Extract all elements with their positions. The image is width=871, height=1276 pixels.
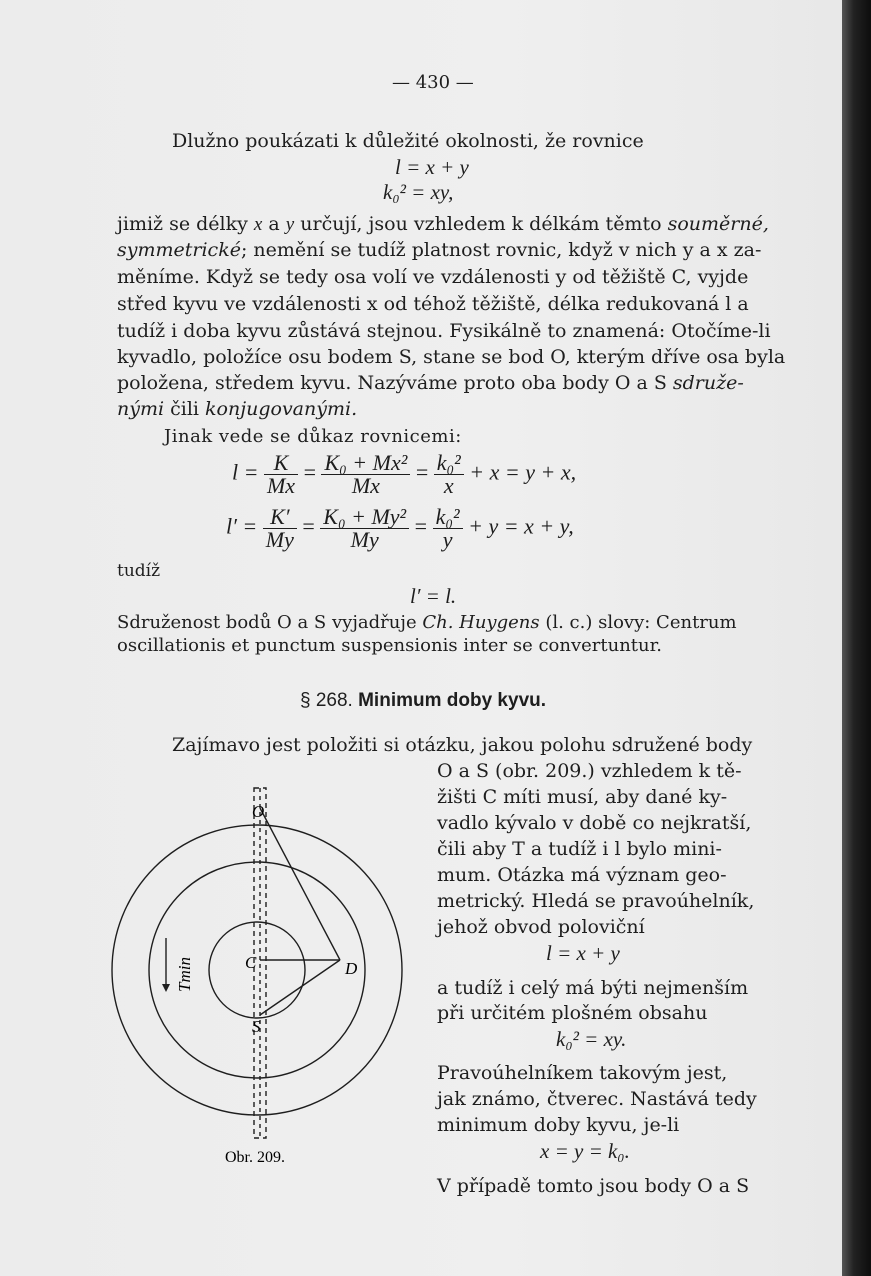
denominator: x [443,473,454,498]
numerator: K′ [263,506,297,529]
text-line: měníme. Když se tedy osa volí ve vzdálenosti y od těžiště C, vyjde [117,266,749,288]
numerator: k₀² [434,452,464,475]
text-span: Ch. Huygens [422,612,540,633]
equation: l = x + y [546,941,620,965]
text-line [117,396,357,422]
section-heading [300,690,546,712]
numerator: K₀ + My² [320,506,409,529]
formula-tail: + y = x + y, [468,513,574,539]
denominator: Mx [266,473,296,498]
text-span: položena, středem kyvu. Nazýváme proto oba body O a S [117,372,673,394]
equation: l = x + y [395,155,469,179]
denominator: y [442,527,453,552]
fraction [321,452,410,497]
label-Tmin: Tmin [175,957,194,992]
text-span: souměrné, [667,213,769,235]
label-S: S [252,1017,261,1036]
text-span: určují, jsou vzhledem k délkám těmto [294,213,668,235]
numerator: k₀² [433,506,463,529]
fraction [263,506,297,551]
text-line [117,211,769,238]
text-span: čili [164,398,206,420]
equation: x = y = k₀. [540,1139,630,1163]
text-line: metrický. Hledá se pravoúhelník, [437,890,755,912]
denominator: My [350,527,379,552]
text-line: čili aby T a tudíž i l bylo mini- [437,838,722,860]
text-line: při určitém plošném obsahu [437,1002,708,1024]
text-line: střed kyvu ve vzdálenosti x od téhož těžiště, délka redukovaná l a [117,293,749,315]
inner-circle [209,922,305,1018]
text-line: oscillationis et punctum suspensionis inter se convertuntur. [117,635,662,656]
line-S-D [260,960,340,1015]
denominator: Mx [351,473,380,498]
fraction [264,452,298,497]
text-span: symmetrické [117,239,241,261]
formula-tail: + x = y + x, [469,459,577,485]
equation: k₀² = xy. [556,1027,627,1051]
numerator: K₀ + Mx² [321,452,410,475]
text-line: minimum doby kyvu, je-li [437,1114,680,1136]
page-number: — 430 — [392,72,474,93]
section-number: § 268. [300,690,353,711]
fraction [320,506,409,551]
text-span: ; nemění se tudíž platnost rovnic, když v nich y a x za- [240,239,762,261]
formula-line-2: l′ = $\frac{K'}{My}$ = $\frac{\text{K₀ + My²}}{My}$ = $\frac{\text{k₀²}}{y}$ + y = x + y, [226,504,574,552]
formula-lhs: l = [232,459,259,485]
text-line: Zajímavo jest položiti si otázku, jakou polohu sdružené body [172,734,753,756]
section-title: Minimum doby kyvu. [358,690,547,711]
equation: k₀² = xy, [383,180,454,204]
text-span: jimiž se délky [117,213,254,235]
text-span: x [253,214,263,235]
text-line: Dlužno poukázati k důležité okolnosti, že rovnice [172,130,644,152]
text-line [117,370,744,396]
text-line: mum. Otázka má význam geo- [437,864,727,886]
numerator: K [264,452,298,475]
text-span: a [262,213,286,235]
text-line: tudíž [117,561,161,581]
text-line: tudíž i doba kyvu zůstává stejnou. Fysikálně to znamená: Otočíme-li [117,320,771,342]
fraction [434,452,464,497]
text-span: y [285,214,295,235]
text-line: O a S (obr. 209.) vzhledem k tě- [437,760,742,782]
text-span: konjugovanými. [205,398,358,420]
text-span: (l. c.) slovy: Centrum [539,612,737,633]
formula-line-1: l = $\frac{K}{Mx}$ = $\frac{\text{K₀ + Mx²}}{Mx}$ = $\frac{\text{k₀²}}{x}$ + x = y + x, [232,450,577,498]
text-line: Jinak vede se důkaz rovnicemi: [164,426,462,447]
equation: l′ = l. [410,584,457,608]
figure-209 [110,770,420,1170]
tmin-arrow-head [162,984,170,992]
figure-caption: Obr. 209. [225,1149,285,1166]
text-line: jehož obvod poloviční [437,916,645,938]
text-span: Sdruženost bodů O a S vyjadřuje [117,612,423,633]
text-line: a tudíž i celý má býti nejmenším [437,977,749,999]
text-span: nými [117,398,165,420]
text-line: kyvadlo, položíce osu bodem S, stane se bod O, kterým dříve osa byla [117,346,786,368]
denominator: My [265,527,294,552]
label-D: D [345,959,358,978]
fraction [433,506,463,551]
label-O: O [252,802,265,821]
text-line: Pravoúhelníkem takovým jest, [437,1062,728,1084]
text-line: jak známo, čtverec. Nastává tedy [437,1088,757,1110]
outer-circle [112,825,402,1115]
label-C: C [245,953,257,972]
text-line: žišti C míti musí, aby dané ky- [437,786,728,808]
page-binding-edge [842,0,871,1276]
formula-lhs: l′ = [226,513,258,539]
text-span: sdruže- [672,372,744,394]
text-line: vadlo kývalo v době co nejkratší, [437,812,752,834]
text-line: V případě tomto jsou body O a S [437,1175,750,1197]
text-line [117,237,761,263]
